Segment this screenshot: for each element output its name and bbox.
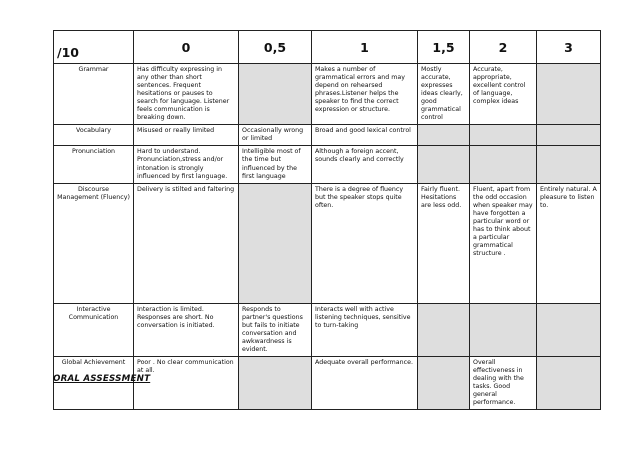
oral-assessment-title: ORAL ASSESSMENT [53,374,151,384]
descriptor-cell-empty [537,146,601,183]
score-header-0-5: 0,5 [239,31,312,64]
criterion-discourse-management: Discourse Management (Fluency) [54,183,134,303]
descriptor-cell: Intelligible most of the time but influenced by the first language [239,146,312,183]
descriptor-cell-empty [418,125,470,146]
descriptor-cell-empty [537,303,601,356]
descriptor-cell-empty [537,125,601,146]
criterion-global-achievement: Global Achievement [54,356,134,409]
descriptor-cell-empty [470,146,537,183]
criterion-grammar: Grammar [54,64,134,125]
descriptor-cell: Overall effectiveness in dealing with the tasks. Good general performance. [470,356,537,409]
descriptor-cell-empty [470,125,537,146]
score-header-1: 1 [312,31,418,64]
descriptor-cell: Mostly accurate, expresses ideas clearly, good grammatical control [418,64,470,125]
table-row-discourse-management [54,183,601,303]
descriptor-cell-empty [239,356,312,409]
total-score-label: /10 [54,31,134,64]
descriptor-cell: Entirely natural. A pleasure to listen to. [537,183,601,303]
descriptor-cell-empty [537,356,601,409]
descriptor-cell: Makes a number of grammatical errors and may depend on rehearsed phrases.Listener helps the speaker to find the correct expression or structure. [312,64,418,125]
descriptor-cell: Accurate, appropriate, excellent control of language, complex ideas [470,64,537,125]
descriptor-cell: Adequate overall performance. [312,356,418,409]
criterion-vocabulary: Vocabulary [54,125,134,146]
descriptor-cell: Interacts well with active listening techniques, sensitive to turn-taking [312,303,418,356]
descriptor-cell-empty [418,303,470,356]
score-header-2: 2 [470,31,537,64]
descriptor-cell: Although a foreign accent, sounds clearly and correctly [312,146,418,183]
descriptor-cell: Broad and good lexical control [312,125,418,146]
descriptor-cell: Has difficulty expressing in any other than short sentences. Frequent hesitations or pauses to search for language. Listener feels communication is breaking down. [134,64,239,125]
score-header-3: 3 [537,31,601,64]
descriptor-cell: Misused or really limited [134,125,239,146]
descriptor-cell: Fairly fluent. Hesitations are less odd. [418,183,470,303]
descriptor-cell: Hard to understand. Pronunciation,stress and/or intonation is strongly influenced by first language. [134,146,239,183]
descriptor-cell: Occasionally wrong or limited [239,125,312,146]
table-row-vocabulary [54,125,601,146]
rubric-table [53,30,601,410]
table-row-interactive-communication [54,303,601,356]
score-header-0: 0 [134,31,239,64]
descriptor-cell: Responds to partner's questions but fails to initiate conversation and awkwardness is evident. [239,303,312,356]
table-row-grammar [54,64,601,125]
descriptor-cell: Fluent, apart from the odd occasion when speaker may have forgotten a particular word or has to think about a particular grammatical structure . [470,183,537,303]
descriptor-cell: Interaction is limited. Responses are short. No conversation is initiated. [134,303,239,356]
descriptor-cell-empty [239,64,312,125]
descriptor-cell-empty [418,356,470,409]
descriptor-cell: There is a degree of fluency but the speaker stops quite often. [312,183,418,303]
descriptor-cell-empty [239,183,312,303]
descriptor-cell-empty [470,303,537,356]
descriptor-cell: Poor . No clear communication at all. [134,356,239,409]
criterion-pronunciation: Pronunciation [54,146,134,183]
descriptor-cell-empty [537,64,601,125]
descriptor-cell-empty [418,146,470,183]
descriptor-cell: Delivery is stilted and faltering [134,183,239,303]
score-header-1-5: 1,5 [418,31,470,64]
header-row [54,31,601,64]
table-row-pronunciation [54,146,601,183]
criterion-interactive-communication: Interactive Communication [54,303,134,356]
